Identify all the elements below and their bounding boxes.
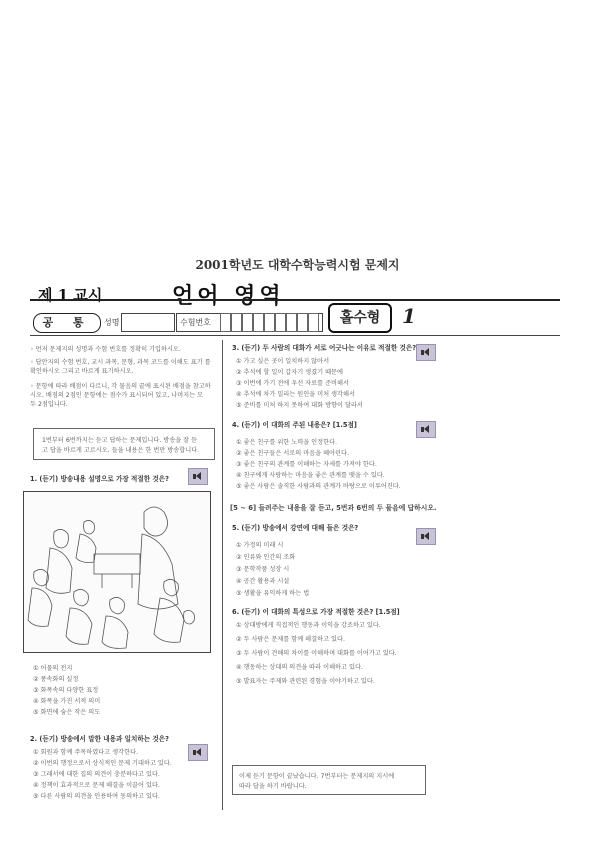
speaker-icon[interactable]	[416, 528, 436, 545]
q1-choice[interactable]: ② 풍속화의 실정	[33, 676, 79, 683]
q1-choice[interactable]: ⑤ 화면에 숨은 작은 의도	[33, 709, 101, 716]
q6-choice[interactable]: ① 상대방에게 직접적인 행동과 이익을 강조하고 있다.	[236, 622, 381, 629]
exam-number-cell	[275, 313, 286, 332]
exam-type-number: 1	[402, 304, 416, 328]
q5-choice[interactable]: ④ 공간 활용과 시설	[236, 578, 290, 585]
name-label: 성명	[104, 318, 120, 327]
speaker-icon[interactable]	[416, 344, 436, 361]
header-rule-bottom	[30, 335, 560, 336]
question-5-stem: 5. (듣기) 방송에서 강연에 대해 들은 것은?	[232, 524, 359, 532]
q3-choice[interactable]: ③ 이번에 가기 전에 우선 자료를 준비해서	[236, 380, 349, 387]
q4-choice[interactable]: ① 좋은 친구를 위한 노력을 인정한다.	[236, 439, 338, 446]
question-1-stem: 1. (듣기) 방송내용 설명으로 가장 적절한 것은?	[30, 475, 170, 483]
closing-line: 이제 듣기 문항이 끝났습니다. 7번부터는 문제지의 지시에	[239, 773, 395, 780]
closing-line: 따라 답을 하기 바랍니다.	[239, 783, 307, 790]
exam-number-cell	[286, 313, 297, 332]
q1-choice[interactable]: ③ 화폭속의 다양한 표정	[33, 687, 99, 694]
illustration	[23, 491, 211, 653]
exam-number-cell	[264, 313, 275, 332]
q6-choice[interactable]: ② 두 사람은 문제를 함께 해결하고 있다.	[236, 636, 345, 643]
q2-choice[interactable]: ⑤ 다른 사람의 의견을 인용하여 동의하고 있다.	[33, 793, 160, 800]
exam-number-cell	[308, 313, 319, 332]
exam-title: 2001학년도 대학수학능력시험 문제지	[195, 258, 400, 272]
exam-subject: 언어 영역	[172, 283, 285, 309]
instruction-line: 확인하시오 그리고 바르게 표기하시오.	[30, 368, 134, 375]
exam-period: 제 1 교시	[38, 286, 103, 304]
instruction-line: ◦ 먼저 문제지의 성명과 수험 번호를 정확히 기입하시오.	[30, 346, 181, 353]
q2-choice[interactable]: ③ 그래서에 대한 집의 의견이 충분하다고 있다.	[33, 771, 160, 778]
exam-number-label: 수험번호	[180, 318, 211, 327]
q2-choice[interactable]: ① 회원과 함께 주목하였다고 생각한다.	[33, 749, 139, 756]
q3-choice[interactable]: ⑤ 준비를 미처 하지 못하여 대화 방향이 달라서	[236, 402, 363, 409]
q3-choice[interactable]: ② 추석에 할 일이 갑자기 생겼기 때문에	[236, 369, 344, 376]
q3-choice[interactable]: ④ 추석에 차가 밀리는 원인을 미처 생각해서	[236, 391, 355, 398]
folk-painting-illustration	[24, 492, 210, 652]
notice-line: 1번부터 6번까지는 듣고 답하는 문제입니다. 방송을 잘 듣	[42, 437, 198, 444]
exam-number-cell	[242, 313, 253, 332]
question-2-stem: 2. (듣기) 방송에서 말한 내용과 일치하는 것은?	[30, 735, 170, 743]
q6-choice[interactable]: ⑤ 발표자는 주제와 관련된 경험을 이야기하고 있다.	[236, 678, 375, 685]
exam-number-cell	[297, 313, 308, 332]
q2-choice[interactable]: ④ 정책이 효과적으로 문제 해결을 이끌어 있다.	[33, 782, 160, 789]
q3-choice[interactable]: ① 가고 싶은 곳이 일치하지 않아서	[236, 358, 330, 365]
name-field[interactable]	[121, 313, 175, 332]
q5-choice[interactable]: ① 가정의 미래 시	[236, 542, 284, 549]
q5-choice[interactable]: ⑤ 생활을 유익하게 하는 법	[236, 590, 310, 597]
question-4-stem: 4. (듣기) 이 대화의 주된 내용은? [1.5점]	[232, 421, 357, 429]
q4-choice[interactable]: ② 좋은 친구들은 서로의 마음을 헤아린다.	[236, 450, 349, 457]
instruction-line: ◦ 문항에 따라 배점이 다르니, 각 물음의 끝에 표시된 배점을 참고하	[30, 383, 211, 390]
exam-number-cell	[231, 313, 242, 332]
q1-choice[interactable]: ① 어물의 전지	[33, 665, 73, 672]
q2-choice[interactable]: ② 이번의 행정으로서 상식적인 문제 기대하고 있다.	[33, 760, 172, 767]
common-label: 공 통	[33, 313, 101, 333]
q1-choice[interactable]: ④ 화폭을 가진 서적 의미	[33, 698, 101, 705]
q4-choice[interactable]: ③ 좋은 친구의 관계를 이해하는 자세를 가져야 한다.	[236, 461, 377, 468]
q6-choice[interactable]: ④ 행동하는 상대의 의견을 따라 이해하고 있다.	[236, 664, 363, 671]
q5-choice[interactable]: ③ 문학작품 성장 시	[236, 566, 290, 573]
instruction-line: 두 2점입니다.	[30, 401, 68, 408]
question-3-stem: 3. (듣기) 두 사람의 대화가 서로 어긋나는 이유로 적절한 것은?	[232, 344, 417, 352]
exam-type-box: 홀수형	[328, 303, 392, 333]
instruction-line: 시오. 배점의 2점인 문항에는 점수가 표시되어 있고, 나머지는 모	[30, 392, 204, 399]
header-rule	[30, 299, 560, 301]
exam-number-cell	[253, 313, 264, 332]
speaker-icon[interactable]	[188, 468, 208, 485]
q4-choice[interactable]: ⑤ 좋은 사람은 솔직한 사람과의 관계가 바탕으로 이루어진다.	[236, 483, 401, 490]
speaker-icon[interactable]	[416, 421, 436, 438]
exam-number-cell	[220, 313, 231, 332]
speaker-icon[interactable]	[188, 744, 208, 761]
instruction-line: ◦ 답안지의 수험 번호, 교시 과목, 문형, 과목 코드를 이해도 표기 를	[30, 359, 211, 366]
closing-notice	[232, 765, 426, 795]
notice-line: 고 답을 바르게 고르시오. 들을 내용은 한 번만 방송합니다.	[42, 447, 200, 454]
listening-notice	[33, 428, 215, 460]
q4-choice[interactable]: ④ 친구에게 사랑하는 마음을 좋은 관계를 맺을 수 있다.	[236, 472, 385, 479]
column-divider	[222, 340, 223, 810]
question-6-stem: 6. (듣기) 이 대화의 특성으로 가장 적절한 것은? [1.5점]	[232, 608, 400, 616]
section-5-6-header: [5 ~ 6] 들려주는 내용을 잘 듣고, 5번과 6번의 두 물음에 답하시오.	[230, 504, 437, 512]
q5-choice[interactable]: ② 인류와 인간의 조화	[236, 554, 296, 561]
q6-choice[interactable]: ③ 두 사람이 견해의 차이를 이해하며 대화를 이어가고 있다.	[236, 650, 397, 657]
